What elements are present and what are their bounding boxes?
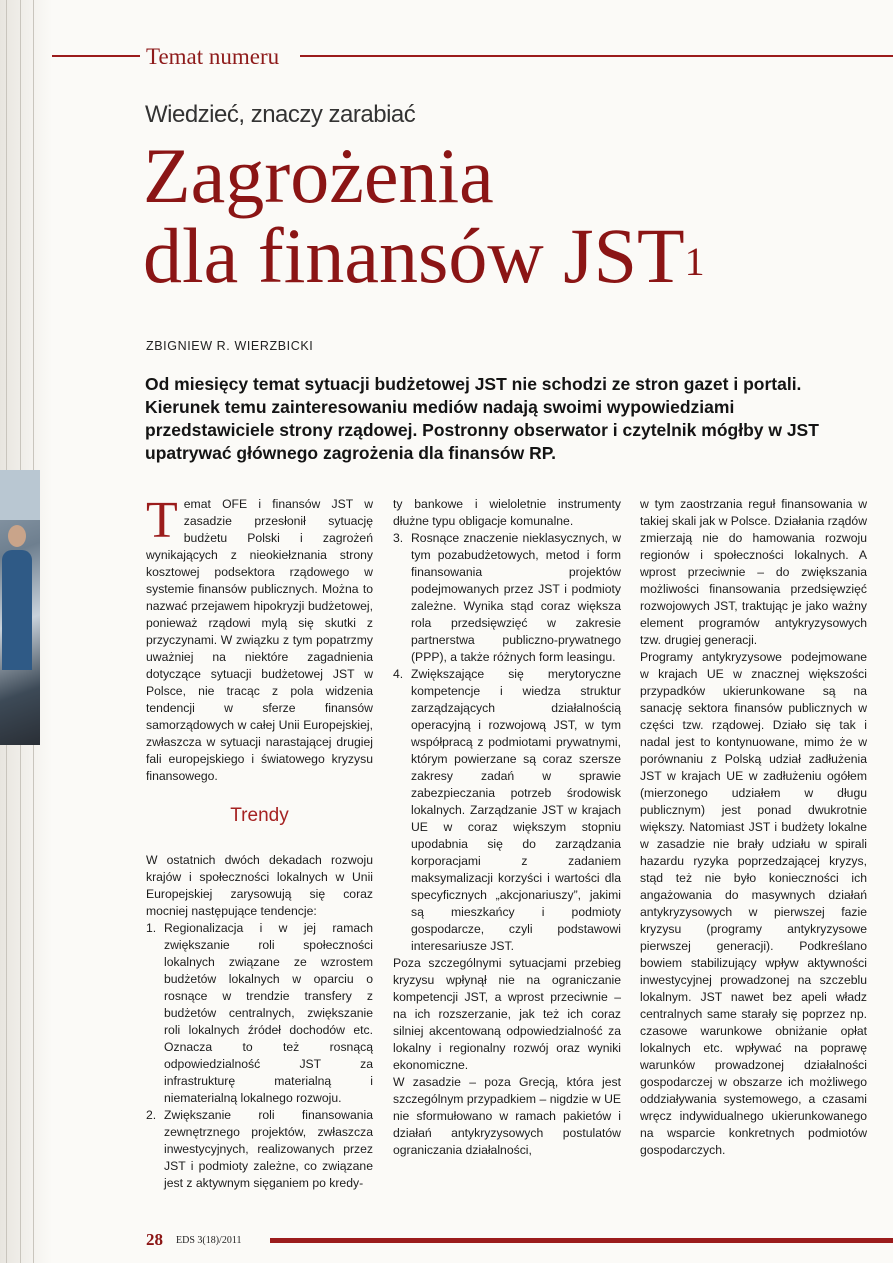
list-item-text: Zwiększające się merytoryczne kompetencje i wiedza struktur zarządzających działalnością operacyjną i rozwojową JST, w tym współpracą z podmiotami prywatnymi, którym powierzane są coraz szersze zakresy zadań w sprawie zabezpieczania potrzeb środowisk lokalnych. Zarządzanie JST w krajach UE w coraz większym stopniu upodabnia się do zarządzania korporacjami z zadaniem maksymalizacji korzyści i wartości dla specyficznych „akcjonariuszy”, jakimi są mieszkańcy i podmioty gospodarcze, czyli podstawowi interesariusze JST. (411, 667, 621, 953)
list-item-number: 4. (393, 667, 404, 681)
subheading-trendy: Trendy (230, 805, 289, 826)
paragraph: Poza szczególnymi sytuacjami przebieg kryzysu wpłynął nie na ograniczanie kompetencji JST, a wprost przeciwnie – na ich rozszerzanie, jak też ich coraz silniej akcentowaną odpowiedzialność za lokalny i regionalny rozwój oraz wyniki ekonomiczne. (393, 956, 621, 1072)
paragraph: Programy antykryzysowe podejmowane w krajach UE w znacznej większości przypadków ukierunkowane są na sanację sektora finansów publicznych w części tzw. rządowej. Działo się tak i nadal jest to kontynuowane, mimo że w porównaniu z Polską udział zadłużenia JST w krajach UE w zadłużeniu ogółem (mierzonego udziałem w długu publicznym) jest ponad dwukrotnie większy. Natomiast JST i budżety lokalne w zasadzie nie brały udziału w spirali hazardu ryzyka poprzedzającej kryzys, stąd też nie było konieczności ich angażowania do masywnych działań antykryzysowych w pierwszej fazie kryzysu (programy antykryzysowe pierwszej generacji). Podkreślano bowiem stabilizujący wpływ aktywności inwestycyjnej prowadzonej na szczeblu lokalnym. JST nawet bez apeli władz centralnych same starały się poprzez np. czasowe warunkowe obniżanie opłat lokalnych etc. wpływać na poprawę warunków prowadzonej działalności gospodarczej w obszarze ich możliwego oddziaływania systemowego, a czasami wręcz indywidualnego ukierunkowanego na wsparcie konkretnych podmiotów gospodarczych. (640, 650, 867, 1157)
trends-intro: W ostatnich dwóch dekadach rozwoju krajów i społeczności lokalnych w Unii Europejskiej zarysowują się coraz mocniej następujące tendencje: (146, 853, 373, 918)
list-item-number: 3. (393, 531, 404, 545)
edge-photo (0, 470, 40, 745)
list-item-number: 2. (146, 1108, 157, 1122)
paragraph: w tym zaostrzania reguł finansowania w takiej skali jak w Polsce. Działania rządów zmierzają nie do hamowania rozwoju regionów i społeczności lokalnych. A wprost przeciwnie – do zwiększania możliwości finansowania przedsięwzięć rozwojowych JST, traktując je jako ważny element programów antykryzysowych tzw. drugiej generacji. (640, 497, 867, 647)
footer-rule (270, 1238, 893, 1243)
issue-label: EDS 3(18)/2011 (176, 1235, 242, 1246)
list-item-text: Zwiększanie roli finansowania zewnętrznego projektów, zwłaszcza inwestycyjnych, realizowanych przez JST i podmioty zależne, co związane jest z aktywnym sięganiem po kredy- (164, 1108, 373, 1190)
list-item-number: 1. (146, 921, 157, 935)
page-footer (52, 1230, 893, 1254)
article-lead: Od miesięcy temat sytuacji budżetowej JST nie schodzi ze stron gazet i portali. Kierunek temu zainteresowaniu mediów nadają swoimi wypowiedziami przedstawiciele strony rządowej. Postronny obserwator i czytelnik mógłby w JST upatrywać głównego zagrożenia dla finansów RP. (145, 374, 819, 463)
article-title (143, 132, 705, 299)
list-item (393, 666, 621, 955)
photo-person-body (2, 550, 32, 670)
trend-list-continued (393, 530, 621, 955)
title-line-1: Zagrożenia (143, 132, 494, 219)
text-column-3 (640, 496, 867, 1159)
intro-text: emat OFE i finansów JST w zasadzie przesłonił sytuację budżetu Polski i zagrożeń wynikających z nieokiełznania strony kosztowej podsektora rządowego w systemie finansów publicznych. Można to nazwać przejawem hipokryzji budżetowej, ponieważ rządowi mylą się skutki z przyczynami. W związku z tym popatrzmy uważniej na niektóre zagadnienia dotyczące sytuacji budżetowej JST w Polsce, nie tracąc z pola widzenia tendencji w sferze finansów samorządowych w całej Unii Europejskiej, zwłaszcza w sytuacji narastającej drugiej fali europejskiego i światowego kryzysu finansowego. (146, 497, 373, 783)
page-number: 28 (146, 1230, 163, 1249)
section-label: Temat numeru (146, 44, 280, 69)
list-item-text: Regionalizacja i w jej ramach zwiększanie roli społeczności lokalnych związane ze wzrostem budżetów lokalnych w oparciu o rosnące w trendzie transfery z budżetów centralnych, zwiększanie roli lokalnych źródeł dochodów etc. Oznacza to też rosnącą odpowiedzialność JST za infrastrukturę materialną i niematerialną lokalnego rozwoju. (164, 921, 373, 1105)
list-item (393, 530, 621, 666)
text-column-2 (393, 496, 621, 1159)
list-item (146, 1107, 373, 1192)
title-footnote-mark: 1 (684, 239, 705, 284)
article-author: ZBIGNIEW R. WIERZBICKI (146, 339, 314, 353)
intro-paragraph (146, 492, 373, 785)
title-line-2-text: dla finansów JST (143, 212, 685, 299)
article-kicker: Wiedzieć, znaczy zarabiać (145, 101, 416, 128)
list-item (146, 920, 373, 1107)
paragraph: W zasadzie – poza Grecją, która jest szczególnym przypadkiem – nigdzie w UE nie sformułowano w ramach pakietów i działań antykryzysowych postulatów ograniczania działalności, (393, 1075, 621, 1157)
list-item-text: Rosnące znaczenie nieklasycznych, w tym pozabudżetowych, metod i form finansowania projektów podejmowanych przez JST i podmioty zależne. Wynika stąd coraz większa rola przedsięwzięć w zakresie partnerstwa publiczno-prywatnego (PPP), a także różnych form leasingu. (411, 531, 621, 664)
section-rule-right (300, 55, 893, 57)
continued-text: ty bankowe i wieloletnie instrumenty dłużne typu obligacje komunalne. (393, 497, 621, 528)
photo-window (0, 470, 40, 520)
photo-person-head (8, 525, 26, 547)
section-rule-left (52, 55, 140, 57)
text-column-1 (146, 492, 373, 1192)
dropcap: T (146, 492, 178, 549)
title-line-2 (143, 212, 705, 299)
trend-list (146, 920, 373, 1192)
